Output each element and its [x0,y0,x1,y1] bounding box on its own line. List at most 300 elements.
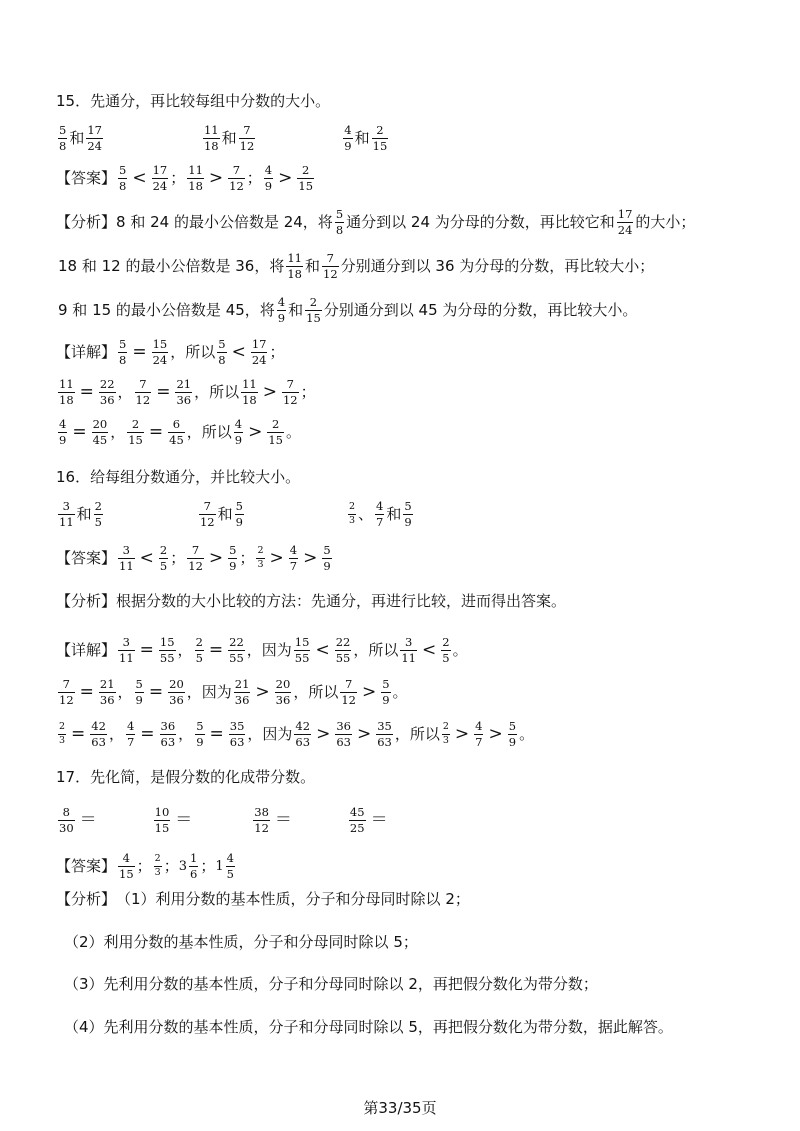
denominator: 9 [277,311,286,326]
fraction [187,544,204,573]
denominator: 5 [226,867,234,882]
text-segment: ， [110,423,126,442]
numerator: 6 [172,417,181,431]
text-segment: ＝ [175,810,193,831]
text-segment: 【详解】 [56,641,117,660]
page-footer: 第33/35页 [363,1099,437,1117]
denominator: 12 [323,267,338,282]
q16-title [56,470,770,485]
q16-problem-row [56,500,770,529]
numerator: 2 [131,417,140,431]
text-segment: 和 [217,505,233,524]
denominator: 30 [59,821,74,836]
fraction [348,502,356,527]
q17-problem-row [56,806,770,835]
numerator: 7 [139,377,147,391]
fraction [127,418,144,447]
text-segment: > [269,548,284,569]
denominator: 15 [306,311,321,326]
text-segment: ＝ [274,810,292,831]
denominator: 9 [264,179,273,194]
fraction [58,806,75,835]
numerator: 10 [154,805,170,819]
numerator: 4 [376,499,384,513]
numerator: 4 [475,719,483,733]
text-segment: 。 [392,683,408,702]
denominator: 15 [154,821,170,836]
fraction [58,678,75,707]
numerator: 3 [122,635,130,649]
numerator: 5 [196,719,204,733]
fraction [92,418,109,447]
fraction [340,678,357,707]
numerator: 42 [91,719,106,733]
numerator: 5 [119,163,127,177]
fraction [335,208,344,237]
numerator: 22 [229,635,244,649]
text-segment: 。 [286,423,302,442]
fraction [58,722,66,747]
q17-title [56,770,770,785]
text-segment: ； [200,857,216,876]
denominator: 3 [154,867,161,879]
fraction [239,124,256,153]
text-segment: 15．先通分，再比较每组中分数的大小。 [56,92,331,110]
fraction [375,500,384,529]
fraction [267,418,284,447]
numerator: 3 [122,543,130,557]
text-segment: 通分到以 24 为分母的分数，再比较它和 [346,213,615,232]
denominator: 3 [348,515,356,527]
numerator: 5 [235,499,243,513]
numerator: 17 [617,207,633,221]
denominator: 63 [91,735,106,750]
text-segment: > [303,548,318,569]
denominator: 25 [349,821,365,836]
text-segment: ，所以 [186,423,232,442]
q16-analysis [56,594,770,609]
numerator: 4 [264,163,273,177]
denominator: 3 [59,735,66,747]
q17-answer [56,852,770,881]
denominator: 55 [294,651,310,666]
denominator: 9 [508,735,517,750]
text-segment: 【答案】 [56,549,117,568]
fraction [297,164,314,193]
fraction [160,720,177,749]
text-segment: 16．给每组分数通分，并比较大小。 [56,468,301,486]
denominator: 9 [135,693,143,708]
numerator: 4 [226,851,234,865]
denominator: 9 [196,735,204,750]
fraction [118,636,135,665]
text-segment: = [140,724,155,745]
numerator: 4 [234,417,243,431]
numerator: 2 [195,635,203,649]
text-segment: = [209,724,224,745]
text-segment: （4）先利用分数的基本性质，分子和分母同时除以 5，再把假分数化为带分数，据此解答。 [64,1018,673,1036]
fraction [203,124,220,153]
text-segment: ，因为 [246,641,292,660]
numerator: 22 [335,635,351,649]
numerator: 5 [335,207,344,221]
fraction [94,500,103,529]
fraction [322,544,331,573]
numerator: 2 [302,163,310,177]
text-segment: > [316,724,331,745]
text-segment: = [132,342,147,363]
denominator: 5 [94,515,102,530]
denominator: 15 [372,139,388,154]
text-segment: ，所以 [353,641,399,660]
q15-analysis-2 [58,252,770,281]
fraction [118,544,135,573]
text-segment: > [361,682,377,703]
fraction [217,338,226,367]
numerator: 11 [188,163,203,177]
q15-answer [56,164,770,193]
text-segment: < [132,168,147,189]
text-segment: ； [170,549,186,568]
numerator: 7 [326,251,334,265]
text-segment: 和 [76,505,92,524]
numerator: 20 [92,417,108,431]
mixed-number [179,852,201,881]
q15-detail-1 [56,338,770,367]
numerator: 35 [229,719,245,733]
text-segment: ； [136,857,152,876]
numerator: 7 [203,499,211,513]
numerator: 3 [62,499,70,513]
fraction [617,208,634,237]
text-segment: （3）先利用分数的基本性质，分子和分母同时除以 2，再把假分数化为带分数； [64,975,598,993]
denominator: 63 [160,735,176,750]
numerator: 20 [275,677,291,691]
text-segment: > [248,422,263,443]
denominator: 7 [289,559,298,574]
text-segment: 和 [69,129,85,148]
text-segment: ，所以 [194,383,240,402]
text-segment: ； [170,169,186,188]
fraction [343,124,352,153]
text-segment: 3 [178,859,188,875]
denominator: 11 [119,651,134,666]
text-segment: 1 [215,859,224,875]
fraction [154,854,162,879]
denominator: 18 [188,179,203,194]
text-segment: 和 [221,129,237,148]
denominator: 63 [229,735,245,750]
q15-analysis-1 [56,208,770,237]
denominator: 12 [229,179,244,194]
fraction [58,418,67,447]
text-segment: < [139,548,154,569]
denominator: 24 [617,223,633,238]
numerator: 20 [169,677,184,691]
text-segment: ， [117,683,133,702]
denominator: 15 [119,867,134,882]
fraction [58,378,75,407]
fraction [403,500,412,529]
numerator: 4 [126,719,135,733]
text-segment: > [208,548,224,569]
fraction [234,678,251,707]
denominator: 63 [377,735,392,750]
denominator: 12 [135,393,151,408]
fraction [441,636,450,665]
numerator: 7 [286,377,294,391]
numerator: 21 [234,677,250,691]
denominator: 45 [92,433,108,448]
text-segment: 18 和 12 的最小公倍数是 36，将 [58,257,285,276]
denominator: 12 [341,693,356,708]
q15-detail-3 [56,418,770,447]
fraction [118,338,127,367]
numerator: 7 [62,677,70,691]
fraction [86,124,103,153]
fraction [442,722,450,747]
fraction [349,806,366,835]
fraction [195,636,204,665]
fraction [286,252,303,281]
fraction [253,806,270,835]
fraction [335,636,352,665]
text-segment: 【详解】 [56,343,117,362]
text-segment: 和 [354,129,370,148]
numerator: 15 [159,635,175,649]
denominator: 9 [229,559,237,574]
text-segment: ； [269,343,285,362]
text-segment: = [148,682,164,703]
denominator: 36 [99,693,115,708]
text-segment: ， [178,725,194,744]
text-segment: = [71,724,86,745]
fraction [126,720,135,749]
fraction [372,124,389,153]
text-segment: 【分析】 [56,890,117,908]
denominator: 55 [229,651,244,666]
denominator: 9 [344,139,352,154]
text-segment: > [278,168,293,189]
denominator: 8 [119,353,127,368]
numerator: 5 [229,543,237,557]
fraction [58,500,75,529]
numerator: 7 [232,163,241,177]
denominator: 55 [335,651,351,666]
fraction [335,720,352,749]
q17-analysis-4 [64,1020,770,1035]
denominator: 18 [203,139,219,154]
denominator: 3 [442,735,449,747]
numerator: 11 [59,377,74,391]
numerator: 4 [277,295,286,309]
numerator: 22 [99,377,115,391]
text-segment: 和 [386,505,402,524]
denominator: 36 [275,693,291,708]
denominator: 12 [239,139,255,154]
fraction [118,164,127,193]
q15-analysis-3 [58,296,770,325]
denominator: 11 [119,559,134,574]
fraction [275,678,292,707]
fraction [294,636,311,665]
fraction [58,124,67,153]
denominator: 9 [404,515,412,530]
fraction [168,418,185,447]
numerator: 4 [59,417,67,431]
numerator: 17 [87,123,102,137]
numerator: 2 [257,545,264,557]
numerator: 2 [59,721,66,733]
q17-analysis-3 [64,977,770,992]
numerator: 45 [349,805,365,819]
fraction [168,678,185,707]
text-segment: 【答案】 [56,857,117,876]
denominator: 5 [159,559,168,574]
fraction [99,678,116,707]
numerator: 4 [344,123,352,137]
numerator: 2 [348,501,356,513]
denominator: 8 [59,139,67,154]
text-segment: ，所以 [394,725,440,744]
denominator: 15 [128,433,143,448]
numerator: 5 [119,337,127,351]
text-segment: ＝ [370,810,388,831]
text-segment: = [139,640,154,661]
text-segment: ； [246,169,262,188]
denominator: 9 [234,433,243,448]
denominator: 63 [295,735,311,750]
numerator: 5 [135,677,143,691]
fraction [235,500,244,529]
fraction [152,164,169,193]
text-segment: = [156,382,171,403]
denominator: 15 [268,433,283,448]
fraction [400,636,417,665]
fraction [289,544,298,573]
numerator: 8 [62,805,70,819]
numerator: 2 [442,635,450,649]
fraction [282,378,299,407]
numerator: 7 [191,543,200,557]
numerator: 2 [159,543,168,557]
numerator: 5 [323,543,331,557]
fraction [159,636,176,665]
fraction [189,852,198,881]
text-segment: > [454,724,470,745]
text-segment: （1）利用分数的基本性质，分子和分母同时除以 2； [116,890,470,908]
text-segment: ＝ [79,810,97,831]
denominator: 18 [242,393,257,408]
fraction [187,164,204,193]
fraction [199,500,216,529]
text-segment: ； [163,857,179,876]
text-segment: < [315,640,330,661]
numerator: 2 [309,295,318,309]
fraction [264,164,273,193]
denominator: 9 [382,693,390,708]
fraction [159,544,168,573]
text-segment: = [72,422,87,443]
fraction [228,164,245,193]
text-segment: = [79,682,94,703]
numerator: 2 [154,853,161,865]
fraction [99,378,116,407]
denominator: 3 [257,559,264,571]
numerator: 5 [508,719,517,733]
answer-tag: 【答案】 [56,169,117,188]
text-segment: 、 [358,505,374,524]
text-segment: 。 [452,641,468,660]
denominator: 7 [126,735,135,750]
denominator: 12 [59,693,74,708]
numerator: 5 [59,123,67,137]
fraction [508,720,517,749]
fraction [251,338,268,367]
numerator: 7 [344,677,353,691]
text-segment: ； [300,383,316,402]
fraction [228,636,245,665]
q16-detail-1 [56,636,770,665]
text-segment: （2）利用分数的基本性质，分子和分母同时除以 5； [64,933,418,951]
fraction [322,252,339,281]
numerator: 21 [99,677,115,691]
fraction [226,852,235,881]
denominator: 7 [376,515,384,530]
denominator: 5 [442,651,450,666]
fraction [241,378,258,407]
denominator: 8 [218,353,226,368]
fraction [228,544,237,573]
denominator: 55 [159,651,175,666]
text-segment: ，因为 [186,683,232,702]
numerator: 21 [176,377,192,391]
q15-title [56,94,770,109]
q16-answer [56,544,770,573]
numerator: 5 [404,499,412,513]
fraction [234,418,243,447]
numerator: 11 [287,251,302,265]
fraction [154,806,171,835]
denominator: 12 [254,821,269,836]
text-segment: 根据分数的大小比较的方法：先通分，再进行比较，进而得出答案。 [116,592,567,610]
fraction [256,546,264,571]
denominator: 15 [298,179,314,194]
text-segment: 和 [304,257,320,276]
numerator: 15 [294,635,310,649]
numerator: 2 [94,499,102,513]
denominator: 36 [99,393,115,408]
numerator: 17 [152,163,168,177]
denominator: 12 [282,393,298,408]
text-segment: 【分析】 [56,592,117,610]
fraction [229,720,246,749]
text-segment: 17．先化简，是假分数的化成带分数。 [56,768,316,786]
numerator: 35 [377,719,392,733]
q15-problem-row [56,124,770,153]
numerator: 11 [242,377,257,391]
text-segment: 和 [288,301,304,320]
denominator: 5 [195,651,203,666]
text-segment: < [231,342,246,363]
numerator: 2 [272,417,280,431]
q17-analysis-2 [64,935,770,950]
numerator: 11 [203,123,219,137]
fraction [175,378,192,407]
numerator: 38 [254,805,269,819]
text-segment: < [421,640,437,661]
q15-detail-2 [56,378,770,407]
